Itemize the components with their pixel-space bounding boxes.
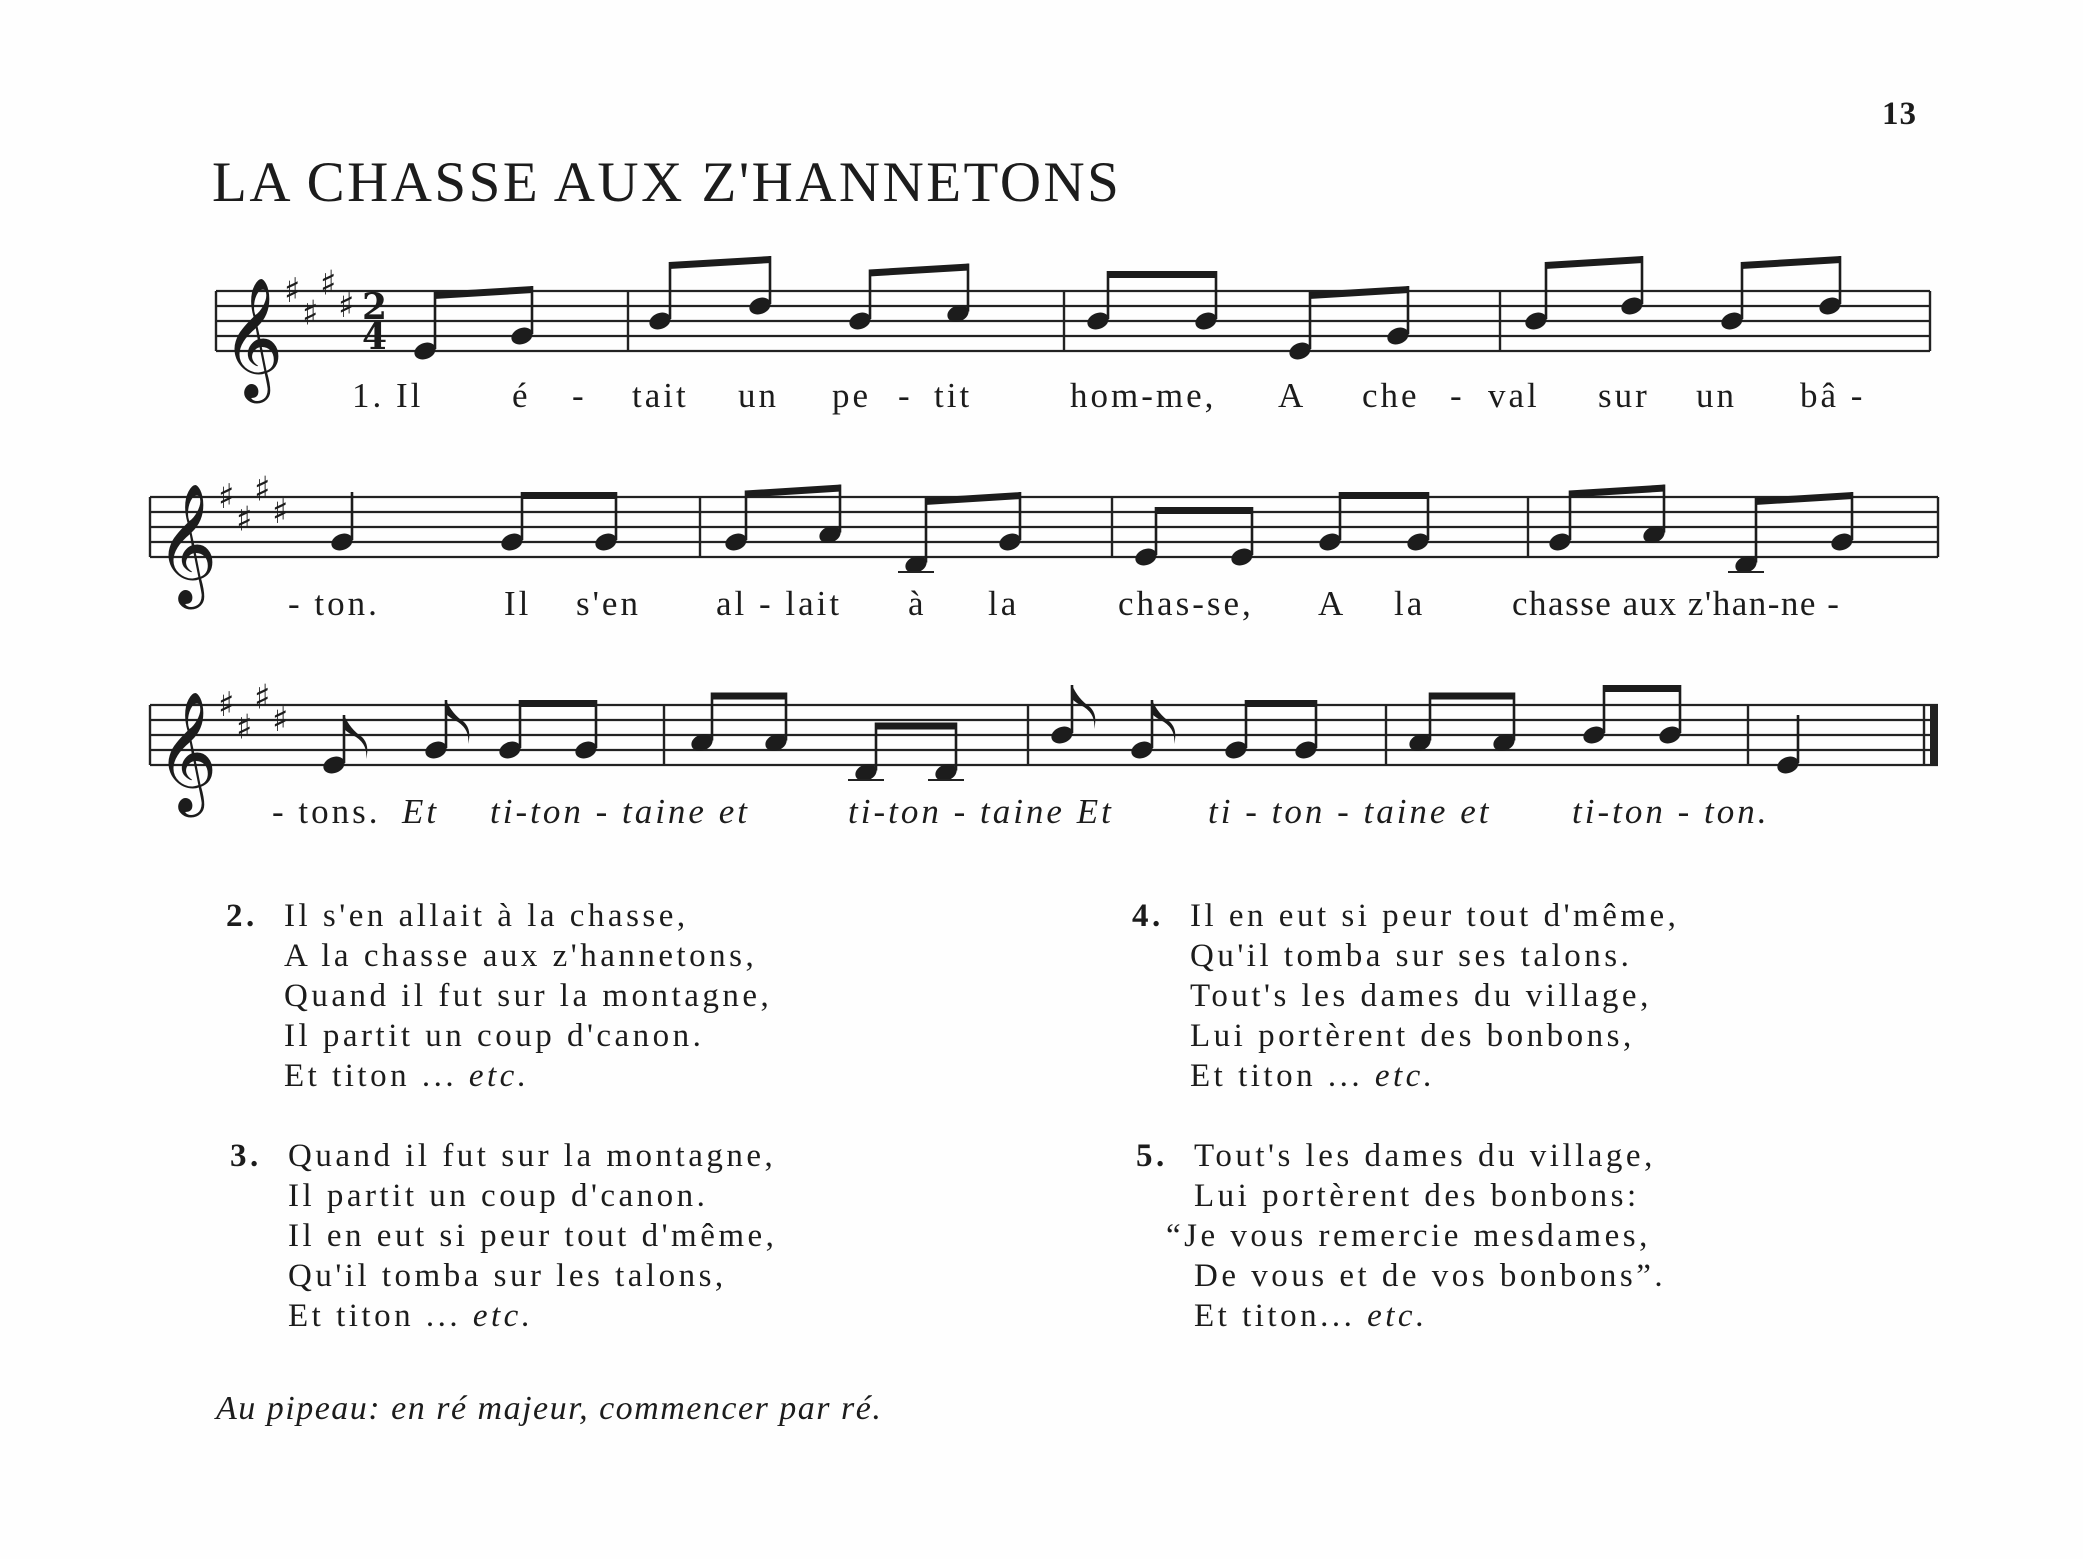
- lyric-syllable: val: [1488, 376, 1540, 415]
- lyric-syllable: Il: [504, 584, 532, 623]
- lyric-syllable: ti-ton - ton.: [1572, 792, 1770, 831]
- note-beam: [1245, 700, 1317, 707]
- refrain-text: Et titon...: [1194, 1298, 1356, 1334]
- lyric-syllable: bâ -: [1800, 376, 1866, 415]
- lyric-syllable: la: [1394, 584, 1426, 623]
- lyric-syllable: à: [908, 584, 927, 623]
- verse-line: A la chasse aux z'hannetons,: [284, 938, 758, 974]
- sharp-icon: ♯: [284, 271, 301, 311]
- lyric-syllable: s'en: [576, 584, 641, 623]
- note-beam: [1429, 693, 1515, 700]
- verse-4: [1132, 896, 1680, 1096]
- etc-text: etc.: [468, 1058, 530, 1094]
- note-beam: [434, 286, 533, 299]
- note-beam: [669, 256, 771, 269]
- verse-line: Quand il fut sur la montagne,: [284, 978, 773, 1014]
- note-beam: [925, 492, 1021, 505]
- sharp-icon: ♯: [302, 293, 319, 334]
- note-beam: [519, 700, 597, 707]
- note-beam: [711, 693, 787, 700]
- note-beam: [875, 723, 957, 730]
- lyric-syllable: - ton.: [288, 584, 380, 623]
- verse-number: 5.: [1136, 1138, 1168, 1174]
- treble-clef-icon: 𝄞: [156, 690, 218, 812]
- verse-line: Quand il fut sur la montagne,: [288, 1138, 777, 1174]
- sharp-icon: ♯: [254, 469, 271, 510]
- verse-line: Il en eut si peur tout d'même,: [288, 1218, 778, 1254]
- note-beam: [1155, 507, 1253, 514]
- verse-line: De vous et de vos bonbons”.: [1194, 1258, 1667, 1294]
- note-flag: [1152, 700, 1175, 744]
- note-flag: [1072, 685, 1095, 729]
- song-title: LA CHASSE AUX Z'HANNETONS: [212, 151, 1122, 214]
- note-beam: [1309, 286, 1409, 299]
- note-beam: [1339, 492, 1429, 499]
- treble-clef-icon: 𝄞: [156, 482, 218, 604]
- lyric-syllable: che: [1362, 376, 1420, 415]
- etc-text: etc.: [1367, 1298, 1428, 1334]
- footnote: Au pipeau: en ré majeur, commencer par ré.: [216, 1390, 883, 1427]
- lyric-syllable: chas-se,: [1118, 584, 1254, 623]
- verse-line: Tout's les dames du village,: [1194, 1138, 1656, 1174]
- verse-line: “Je vous remercie mesdames,: [1166, 1218, 1651, 1254]
- sharp-icon: ♯: [218, 685, 235, 725]
- note-beam: [1545, 256, 1643, 269]
- lyric-syllable: A: [1278, 376, 1307, 415]
- lyric-syllable: tait: [632, 376, 689, 415]
- sharp-icon: ♯: [218, 477, 235, 517]
- lyric-syllable: -: [1450, 376, 1465, 415]
- note-flag: [446, 700, 469, 744]
- lyric-syllable: tit: [934, 376, 973, 415]
- etc-text: etc.: [472, 1298, 534, 1334]
- sharp-icon: ♯: [320, 263, 337, 304]
- lyric-syllable: un: [1696, 376, 1737, 415]
- lyric-syllable: ti - ton - taine et: [1208, 792, 1492, 831]
- lyric-syllable: A: [1318, 584, 1347, 623]
- verse-number: 2.: [226, 898, 258, 934]
- note-beam: [521, 492, 617, 499]
- refrain-text: Et titon ...: [288, 1298, 462, 1334]
- note-flag: [344, 715, 367, 759]
- treble-clef-icon: 𝄞: [222, 276, 284, 398]
- verse-line: Il partit un coup d'canon.: [288, 1178, 709, 1214]
- verse-3: [230, 1136, 778, 1336]
- lyric-syllable: 1. Il: [352, 376, 424, 415]
- refrain-text: Et titon ...: [284, 1058, 458, 1094]
- verse-refrain: [1190, 1056, 1679, 1096]
- lyric-syllable: hom-me,: [1070, 376, 1217, 415]
- verse-number: 4.: [1132, 898, 1164, 934]
- time-signature-bottom: 4: [362, 316, 388, 358]
- note-beam: [1603, 685, 1681, 692]
- lyric-syllable: -: [898, 376, 913, 415]
- lyric-syllable: chasse aux z'han-ne -: [1512, 584, 1841, 623]
- lyric-syllable: al - lait: [716, 584, 843, 623]
- lyric-syllable: ti-ton - taine et: [490, 792, 750, 831]
- sharp-icon: ♯: [236, 707, 253, 748]
- lyric-syllable: ti-ton - taine Et: [848, 792, 1114, 831]
- lyric-syllable: un: [738, 376, 779, 415]
- sharp-icon: ♯: [272, 492, 289, 532]
- verse-line: Lui portèrent des bonbons:: [1194, 1178, 1640, 1214]
- sharp-icon: ♯: [338, 286, 355, 326]
- verse-refrain: [284, 1056, 772, 1096]
- note-beam: [1107, 271, 1217, 278]
- verse-line: Tout's les dames du village,: [1190, 978, 1652, 1014]
- verse-line: Qu'il tomba sur les talons,: [288, 1258, 727, 1294]
- sharp-icon: ♯: [272, 700, 289, 740]
- lyric-syllable: pe: [832, 376, 872, 415]
- etc-text: etc.: [1374, 1058, 1436, 1094]
- note-beam: [1569, 485, 1665, 498]
- note-beam: [1755, 492, 1853, 505]
- note-beam: [869, 264, 969, 277]
- refrain-text: Et titon ...: [1190, 1058, 1364, 1094]
- verse-5: [1136, 1136, 1667, 1336]
- verse-refrain: [1194, 1296, 1666, 1336]
- lyric-syllable: é: [512, 376, 531, 415]
- verse-line: Lui portèrent des bonbons,: [1190, 1018, 1635, 1054]
- final-bar-thick: [1930, 705, 1938, 765]
- lyric-syllable: Et: [402, 792, 440, 831]
- verse-2: [226, 896, 773, 1096]
- time-signature-top: 2: [362, 286, 388, 328]
- lyric-syllable: la: [988, 584, 1020, 623]
- note-beam: [1741, 256, 1841, 269]
- verse-line: Qu'il tomba sur ses talons.: [1190, 938, 1633, 974]
- lyric-syllable: - tons.: [272, 792, 381, 831]
- sharp-icon: ♯: [236, 499, 253, 540]
- note-beam: [745, 485, 841, 498]
- verse-number: 3.: [230, 1138, 262, 1174]
- lyric-syllable: sur: [1598, 376, 1650, 415]
- lyric-syllable: -: [572, 376, 587, 415]
- sharp-icon: ♯: [254, 677, 271, 718]
- verse-line: Il en eut si peur tout d'même,: [1190, 898, 1680, 934]
- verse-line: Il s'en allait à la chasse,: [284, 898, 689, 934]
- verse-refrain: [288, 1296, 777, 1336]
- verse-line: Il partit un coup d'canon.: [284, 1018, 705, 1054]
- page-number: 13: [1882, 96, 1917, 132]
